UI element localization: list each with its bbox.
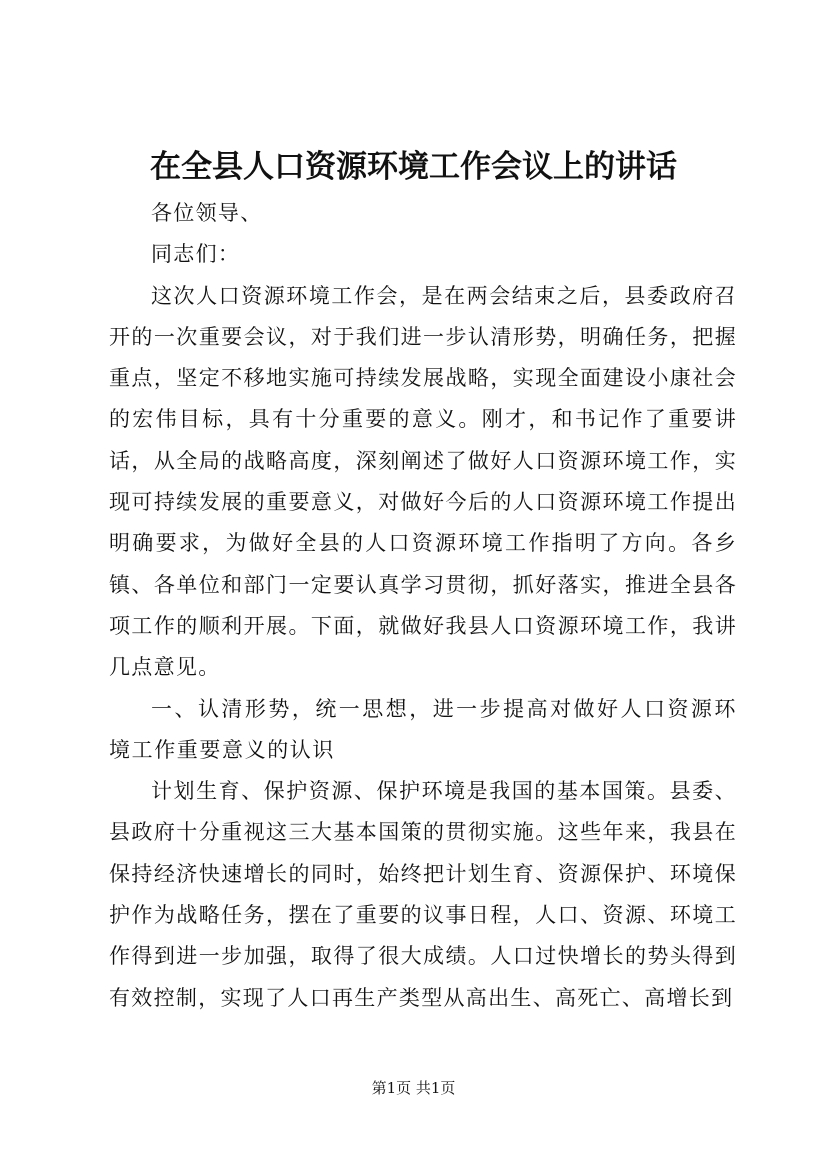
document-title: 在全县人口资源环境工作会议上的讲话 xyxy=(150,149,677,185)
section-heading: 一、认清形势，统一思想，进一步提高对做好人口资源环境工作重要意义的认识 xyxy=(109,696,737,762)
salutation-comrades: 同志们： xyxy=(151,242,241,267)
salutation-leaders: 各位领导、 xyxy=(151,201,263,225)
page-footer: 第1页 共1页 xyxy=(371,1079,456,1097)
body-paragraph: 计划生育、保护资源、保护环境是我国的基本国策。县委、县政府十分重视这三大基本国策的贯彻实施。这些年来，我县在保持经济快速增长的同时，始终把计划生育、资源保护、环境保护作为战略任务，摆在了重要的议事日程，人口、资源、环境工作得到进一步加强，取得了很大成绩。人口过快增长的势头得到有效控制，实现了人口再生产类型从高出生、高死亡、高增长到 xyxy=(109,779,737,1010)
document-body xyxy=(109,193,737,1019)
body-paragraph: 这次人口资源环境工作会，是在两会结束之后，县委政府召开的一次重要会议，对于我们进一步认清形势，明确任务，把握重点，坚定不移地实施可持续发展战略，实现全面建设小康社会的宏伟目标，具有十分重要的意义。刚才，和书记作了重要讲话，从全局的战略高度，深刻阐述了做好人口资源环境工作，实现可持续发展的重要意义，对做好今后的人口资源环境工作提出明确要求，为做好全县的人口资源环境工作指明了方向。各乡镇、各单位和部门一定要认真学习贯彻，抓好落实，推进全县各项工作的顺利开展。下面，就做好我县人口资源环境工作，我讲几点意见。 xyxy=(109,283,737,680)
